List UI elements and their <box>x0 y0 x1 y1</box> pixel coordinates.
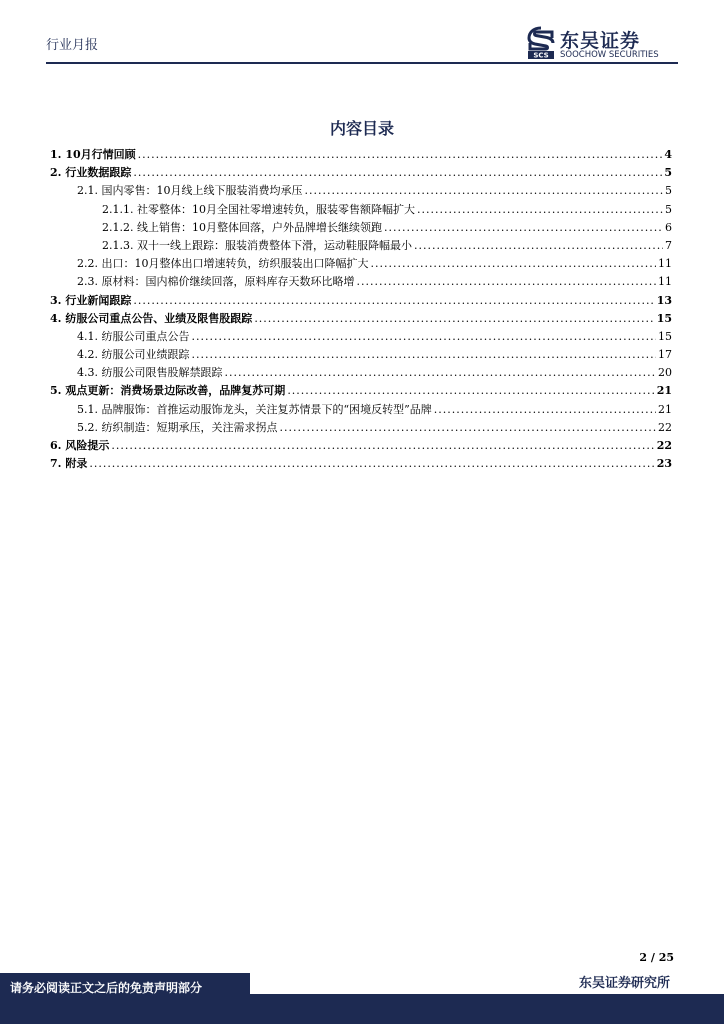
brand-name-en: SOOCHOW SECURITIES <box>560 50 659 60</box>
toc-entry[interactable] <box>50 346 672 364</box>
toc-leader-dots <box>133 294 654 307</box>
toc-entry[interactable] <box>50 146 672 164</box>
toc-entry[interactable] <box>50 292 672 310</box>
toc-entry-page: 11 <box>658 257 672 271</box>
toc-leader-dots <box>304 184 663 197</box>
toc-entry-label: 2. 行业数据跟踪 <box>50 166 132 180</box>
toc-leader-dots <box>138 148 663 161</box>
toc-entry[interactable] <box>50 201 672 219</box>
toc-leader-dots <box>133 166 662 179</box>
toc-entry[interactable] <box>50 437 672 455</box>
toc-entry-label: 4. 纺服公司重点公告、业绩及限售股跟踪 <box>50 311 253 325</box>
brand-logo-mark-icon <box>526 26 556 60</box>
toc-leader-dots <box>192 330 657 343</box>
toc-leader-dots <box>370 257 656 270</box>
toc-entry-label: 7. 附录 <box>50 457 88 471</box>
toc-entry-page: 21 <box>656 384 672 398</box>
toc-entry-page: 13 <box>656 293 672 307</box>
footer-institute: 东吴证券研究所 <box>578 976 670 991</box>
toc-entry-label: 2.1.2. 线上销售：10月整体回落，户外品牌增长继续领跑 <box>102 220 382 234</box>
toc-entry-page: 15 <box>658 329 672 343</box>
toc-entry[interactable] <box>50 310 672 328</box>
toc-entry-page: 17 <box>658 348 672 362</box>
toc-leader-dots <box>434 403 656 416</box>
toc-entry[interactable] <box>50 273 672 291</box>
toc-entry-page: 11 <box>658 275 672 289</box>
toc-leader-dots <box>414 239 663 252</box>
toc-entry-page: 6 <box>665 220 672 234</box>
toc-entry-page: 20 <box>658 366 672 380</box>
report-category: 行业月报 <box>46 38 99 53</box>
toc-leader-dots <box>89 457 654 470</box>
toc-entry-page: 5 <box>665 202 672 216</box>
toc-leader-dots <box>192 348 657 361</box>
toc-entry-page: 22 <box>658 420 672 434</box>
toc-entry-label: 5.2. 纺织制造：短期承压，关注需求拐点 <box>77 420 278 434</box>
toc-entry[interactable] <box>50 382 672 400</box>
toc-leader-dots <box>384 221 663 234</box>
toc-entry-label: 5. 观点更新：消费场景边际改善，品牌复苏可期 <box>50 384 286 398</box>
toc-entry-page: 7 <box>665 238 672 252</box>
toc-entry-label: 4.1. 纺服公司重点公告 <box>77 329 190 343</box>
toc-entry-label: 2.1.3. 双十一线上跟踪：服装消费整体下滑，运动鞋服降幅最小 <box>102 238 412 252</box>
toc-entry-label: 6. 风险提示 <box>50 439 110 452</box>
toc-entry-label: 4.2. 纺服公司业绩跟踪 <box>77 348 190 362</box>
toc-leader-dots <box>357 275 657 288</box>
toc-entry-label: 2.1. 国内零售：10月线上线下服装消费均承压 <box>77 184 303 198</box>
toc-entry-page: 5 <box>664 166 672 180</box>
toc-leader-dots <box>417 203 663 216</box>
page-number: 2 / 25 <box>639 951 674 964</box>
toc-leader-dots <box>280 421 657 434</box>
header-divider <box>46 62 678 64</box>
brand-logo-mark-text: SCS <box>533 51 549 60</box>
toc-heading: 内容目录 <box>329 119 394 138</box>
toc-entry[interactable] <box>50 237 672 255</box>
toc-entry-label: 2.2. 出口：10月整体出口增速转负，纺织服装出口降幅扩大 <box>77 257 369 271</box>
toc-entry-page: 5 <box>665 184 672 198</box>
toc-entry-page: 4 <box>664 148 672 161</box>
footer-disclaimer-banner <box>0 973 250 1024</box>
footer-disclaimer: 请务必阅读正文之后的免责声明部分 <box>10 981 203 995</box>
toc-leader-dots <box>287 384 654 397</box>
toc-entry[interactable] <box>50 164 672 182</box>
toc-entry-label: 5.1. 品牌服饰：首推运动服饰龙头，关注复苏情景下的“困境反转型”品牌 <box>77 402 432 416</box>
toc-entry[interactable] <box>50 182 672 200</box>
toc-entry[interactable] <box>50 419 672 437</box>
toc-leader-dots <box>111 439 654 452</box>
toc-entry[interactable] <box>50 255 672 273</box>
toc-leader-dots <box>225 366 657 379</box>
toc-entry-label: 1. 10月行情回顾 <box>50 148 136 161</box>
toc-entry-page: 15 <box>656 311 672 325</box>
toc-entry[interactable] <box>50 455 672 473</box>
toc-entry-label: 3. 行业新闻跟踪 <box>50 293 132 307</box>
footer-band <box>250 996 724 1024</box>
toc-entry-label: 4.3. 纺服公司限售股解禁跟踪 <box>77 366 223 380</box>
toc-entry[interactable] <box>50 401 672 419</box>
toc-entry[interactable] <box>50 328 672 346</box>
toc-entry-label: 2.1.1. 社零整体：10月全国社零增速转负，服装零售额降幅扩大 <box>102 202 415 216</box>
toc-entry-page: 22 <box>656 439 672 452</box>
brand-logo <box>526 26 676 62</box>
table-of-contents <box>50 146 672 473</box>
toc-entry-page: 23 <box>656 457 672 471</box>
toc-entry[interactable] <box>50 364 672 382</box>
brand-name-cn: 东吴证券 <box>560 30 641 52</box>
toc-entry-label: 2.3. 原材料：国内棉价继续回落，原料库存天数环比略增 <box>77 275 355 289</box>
toc-entry[interactable] <box>50 219 672 237</box>
toc-leader-dots <box>254 312 654 325</box>
toc-entry-page: 21 <box>658 402 672 416</box>
